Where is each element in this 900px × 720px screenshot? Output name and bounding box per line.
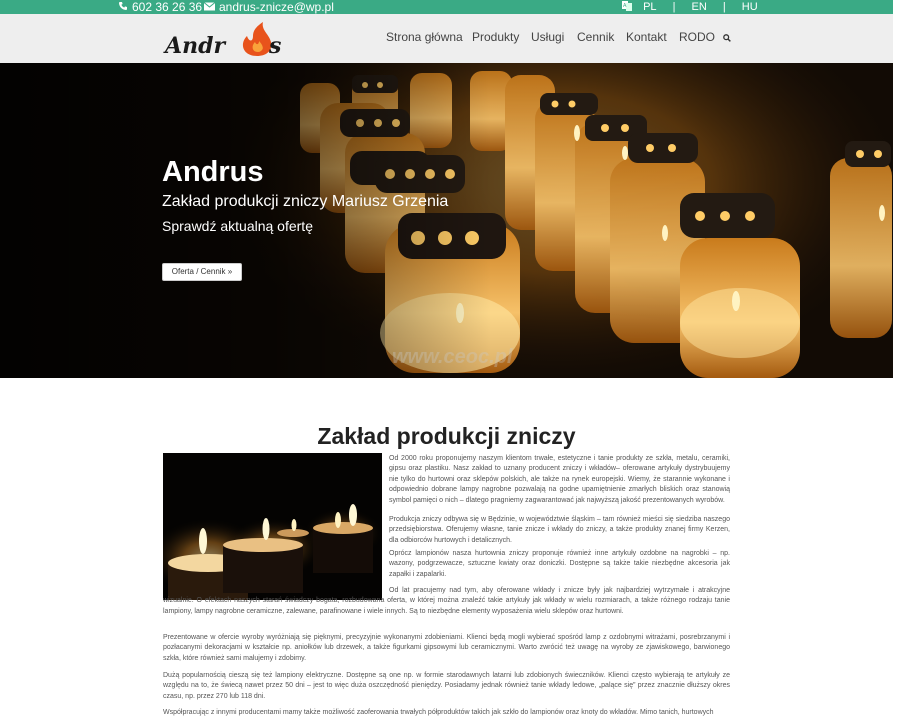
offer-pricing-button[interactable]: Oferta / Cennik »: [162, 263, 242, 281]
top-contact-bar: [0, 0, 893, 14]
lang-pl[interactable]: PL: [643, 1, 657, 13]
hero-tagline: Sprawdź aktualną ofertę: [162, 218, 313, 234]
lang-separator: |: [722, 1, 726, 13]
nav-item-pricing[interactable]: Cennik: [577, 30, 615, 44]
svg-text:Andr: Andr: [165, 33, 226, 59]
paragraph-intro: Od 2000 roku proponujemy naszym klientom trwałe, estetyczne i tanie produkty ze szkła, metalu, ceramiki, gipsu oraz plastiku. Nasz zakład to uznany producent zniczy i wkładów– oferowane artykuły dystrybuujemy nie tylko do hurtowni oraz sklepów polskich, ale także na rynek europejski. Wiemy, że starannie wykonane i odpowiednio dobrane lampy nagrobne pozwalają na godne upamiętnienie zmarłych bliskich oraz stanowią symbol pamięci o nich – dlatego pragniemy zagwarantować jak najwyższą jakość prezentowanych wyrobów.: [389, 455, 730, 504]
phone-contact[interactable]: [118, 0, 202, 14]
hero-subtitle: Zakład produkcji zniczy Mariusz Grzenia: [162, 193, 449, 210]
search-icon[interactable]: [723, 31, 733, 41]
main-navbar: [0, 14, 893, 63]
translate-icon: [622, 1, 632, 11]
image-watermark: www.ceoc.pl: [392, 346, 513, 368]
nav-item-home[interactable]: Strona główna: [386, 30, 463, 44]
site-logo[interactable]: [163, 20, 297, 60]
nav-item-rodo[interactable]: RODO: [679, 30, 715, 44]
svg-text:A: A: [623, 3, 627, 9]
paragraph-electric: Dużą popularnością cieszą się też lampiony elektryczne. Dostępne są one np. w formie starodawnych latarni lub zdobionych świeczników. Klienci często wybierają te artykuły ze względu na to, że świecą nawet przez 50 dni – jest to więc duża oszczędność pieniędzy. Posiadamy jednak również tanie wkłady ledowe, „palące się” przez znacznie dłuższy okres czasu, np. przez 270 lub 118 dni.: [163, 672, 730, 700]
paragraph-decorations: Prezentowane w ofercie wyroby wyróżniają się pięknymi, precyzyjnie wykonanymi zdobieniami. Klienci będą mogli wybierać spośród lamp z ozdobnymi witrażami, posrebrzanymi i pozłacanymi dekoracjami w kształcie np. aniołków lub drzewek, a także figurkami gipsowymi lub ceramicznymi. Warto zwrócić też uwagę na wyroby ze zjawiskowego, barwionego szkła, które również sami malujemy i zdobimy.: [163, 634, 730, 662]
phone-number: 602 36 26 36: [132, 0, 203, 14]
nav-item-products[interactable]: Produkty: [472, 30, 520, 44]
lang-hu[interactable]: HU: [741, 1, 758, 13]
phone-icon: [118, 0, 128, 14]
paragraph-quality: Od lat pracujemy nad tym, aby oferowane wkłady i znicze były jak najbardziej wytrzymałe i atrakcyjne wizualnie. O efektach naszych starań świadczy bogata, rozbudowana oferta, w której można znaleźć takie artykuły jak wkłady w wielu rozmiarach, a także różnego rodzaju tanie lampiony, lampy nagrobne ceramiczne, zalewane, parafinowane i wiele innych. Są to niezbędne elementy wyposażenia wielu sklepów oraz hurtowni.: [163, 587, 730, 615]
email-contact[interactable]: [204, 0, 334, 14]
svg-text:s: s: [269, 33, 282, 59]
lang-separator: |: [672, 1, 676, 13]
language-switcher: [622, 0, 758, 14]
lang-en[interactable]: EN: [691, 1, 707, 13]
section-heading: Zakład produkcji zniczy: [317, 423, 576, 449]
hero-title: Andrus: [162, 156, 264, 188]
hero-candles-image: [0, 63, 893, 378]
paragraph-partners: Współpracując z innymi producentami mamy także możliwość zaoferowania trwałych półproduktów takich jak szkło do lampionów oraz knoty do wkładów. Mimo tanich, hurtowych: [163, 709, 714, 716]
hero-banner: [0, 63, 893, 378]
email-address: andrus-znicze@wp.pl: [219, 0, 334, 14]
candles-photo: [163, 453, 382, 600]
paragraph-location: Produkcja zniczy odbywa się w Będzinie, w województwie śląskim – tam również mieści się siedziba naszego przedsiębiorstwa. Oferujemy własne, tanie znicze i wkłady do zniczy, a także produkty znanej firmy Kerzen, dla odbiorców hurtowych i detalicznych.: [389, 516, 730, 544]
paragraph-accessories: Oprócz lampionów nasza hurtownia zniczy proponuje również inne artykuły ozdobne na nagrobki – np. wazony, podgrzewacze, sztuczne kwiaty oraz doniczki. Dostępne są także takie niezbędne akcesoria jak zapałki i zapalarki.: [389, 550, 730, 578]
nav-item-contact[interactable]: Kontakt: [626, 30, 667, 44]
nav-item-services[interactable]: Usługi: [531, 30, 565, 44]
envelope-icon: [204, 0, 215, 14]
